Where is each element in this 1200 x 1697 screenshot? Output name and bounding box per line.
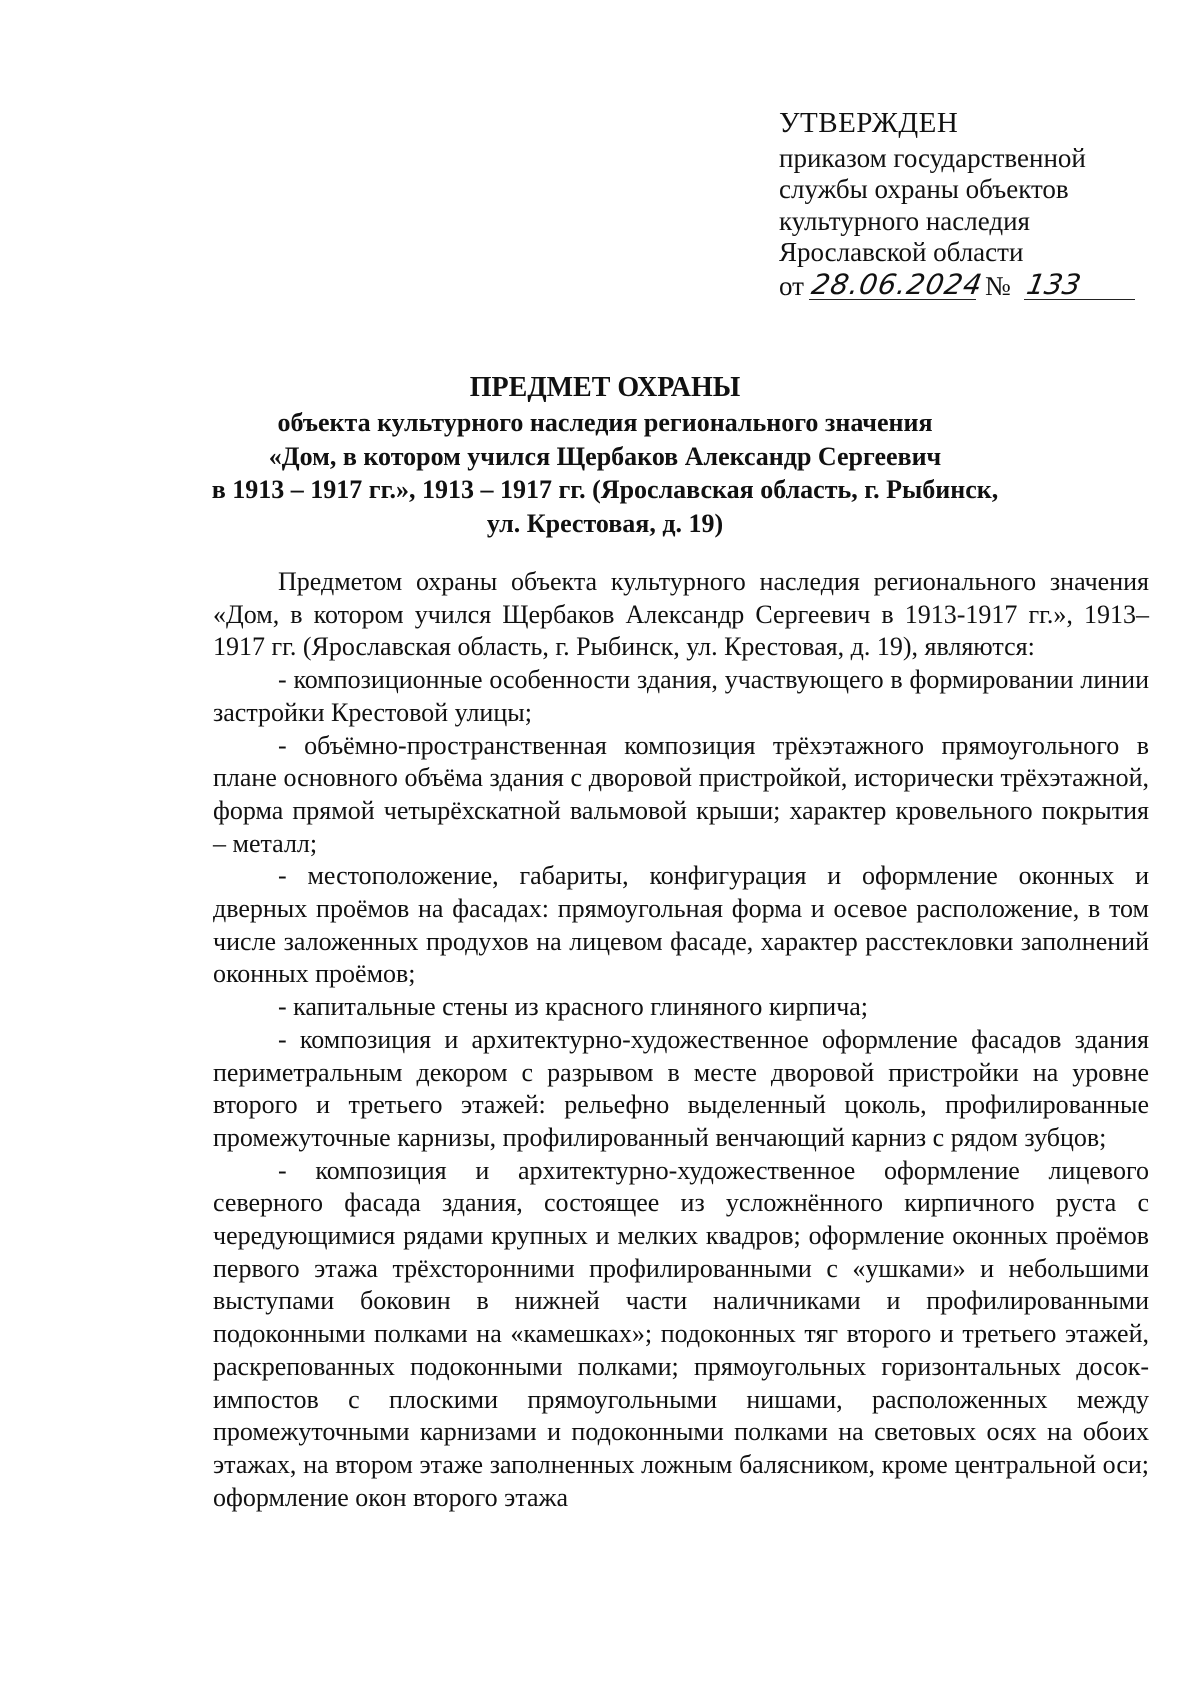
title-line-4: ул. Крестовая, д. 19) <box>486 508 724 538</box>
title-main: ПРЕДМЕТ ОХРАНЫ <box>469 372 741 403</box>
approval-line-1: приказом государственной <box>779 142 1086 173</box>
approval-heading: УТВЕРЖДЕН <box>779 107 959 139</box>
approval-line-2: службы охраны объектов <box>779 174 1069 204</box>
paragraph-item-2: - объёмно-пространственная композиция трёхэтажного прямоугольного в плане основного объёма здания с дворовой пристройкой, исторически трёхэтажной, форма прямой четырёхскатной вальмовой крыши; характер кровельного покрытия – металл; <box>213 730 1149 858</box>
approval-line-3: культурного наследия <box>779 205 1030 236</box>
handwritten-date: 28.06.2024 <box>809 267 986 301</box>
title-line-1: объекта культурного наследия регионального значения <box>277 408 933 437</box>
paragraph-intro: Предметом охраны объекта культурного наследия регионального значения «Дом, в котором учился Щербаков Александр Сергеевич в 1913-1917 гг.», 1913–1917 гг. (Ярославская область, г. Рыбинск, ул. Крестовая, д. 19), являются: <box>213 567 1149 662</box>
approval-date-number-row <box>779 269 1139 305</box>
approval-line-4: Ярославской области <box>779 237 1024 267</box>
approval-stamp <box>779 108 1139 305</box>
document-title <box>150 370 1060 540</box>
title-line-3: в 1913 – 1917 гг.», 1913 – 1917 гг. (Ярославская область, г. Рыбинск, <box>211 475 999 504</box>
handwritten-number: 133 <box>1024 267 1084 301</box>
date-label: от <box>779 270 804 301</box>
paragraph-item-6: - композиция и архитектурно-художественное оформление лицевого северного фасада здания, состоящее из усложнённого кирпичного руста с чередующимися рядами крупных и мелких квадров; оформление оконных проёмов первого этажа трёхсторонними профилированными с «ушками» и небольшими выступами боковин в нижней части наличниками и профилированными подоконными полками на «камешках»; подоконных тяг второго и третьего этажей, раскрепованных подоконными полками; прямоугольных горизонтальных досок-импостов с плоскими прямоугольными нишами, расположенных между промежуточными карнизами и подоконными полками на световых осях на обоих этажах, на втором этаже заполненных ложным балясником, кроме центральной оси; оформление окон второго этажа <box>213 1155 1149 1512</box>
title-line-2: «Дом, в котором учился Щербаков Александр Сергеевич <box>268 441 942 471</box>
number-label: № <box>985 270 1011 301</box>
paragraph-item-4: - капитальные стены из красного глиняного кирпича; <box>278 992 869 1022</box>
document-body <box>213 566 1149 1514</box>
paragraph-item-3: - местоположение, габариты, конфигурация и оформление оконных и дверных проёмов на фасадах: прямоугольная форма и осевое расположение, в том числе заложенных продухов на лицевом фасаде, характер расстекловки заполнений оконных проёмов; <box>213 861 1149 989</box>
paragraph-item-5: - композиция и архитектурно-художественное оформление фасадов здания периметральным декором с разрывом в месте дворовой пристройки на уровне второго и третьего этажей: рельефно выделенный цоколь, профилированные промежуточные карнизы, профилированный венчающий карниз с рядом зубцов; <box>213 1024 1149 1152</box>
paragraph-item-1: - композиционные особенности здания, участвующего в формировании линии застройки Крестовой улицы; <box>213 665 1149 727</box>
